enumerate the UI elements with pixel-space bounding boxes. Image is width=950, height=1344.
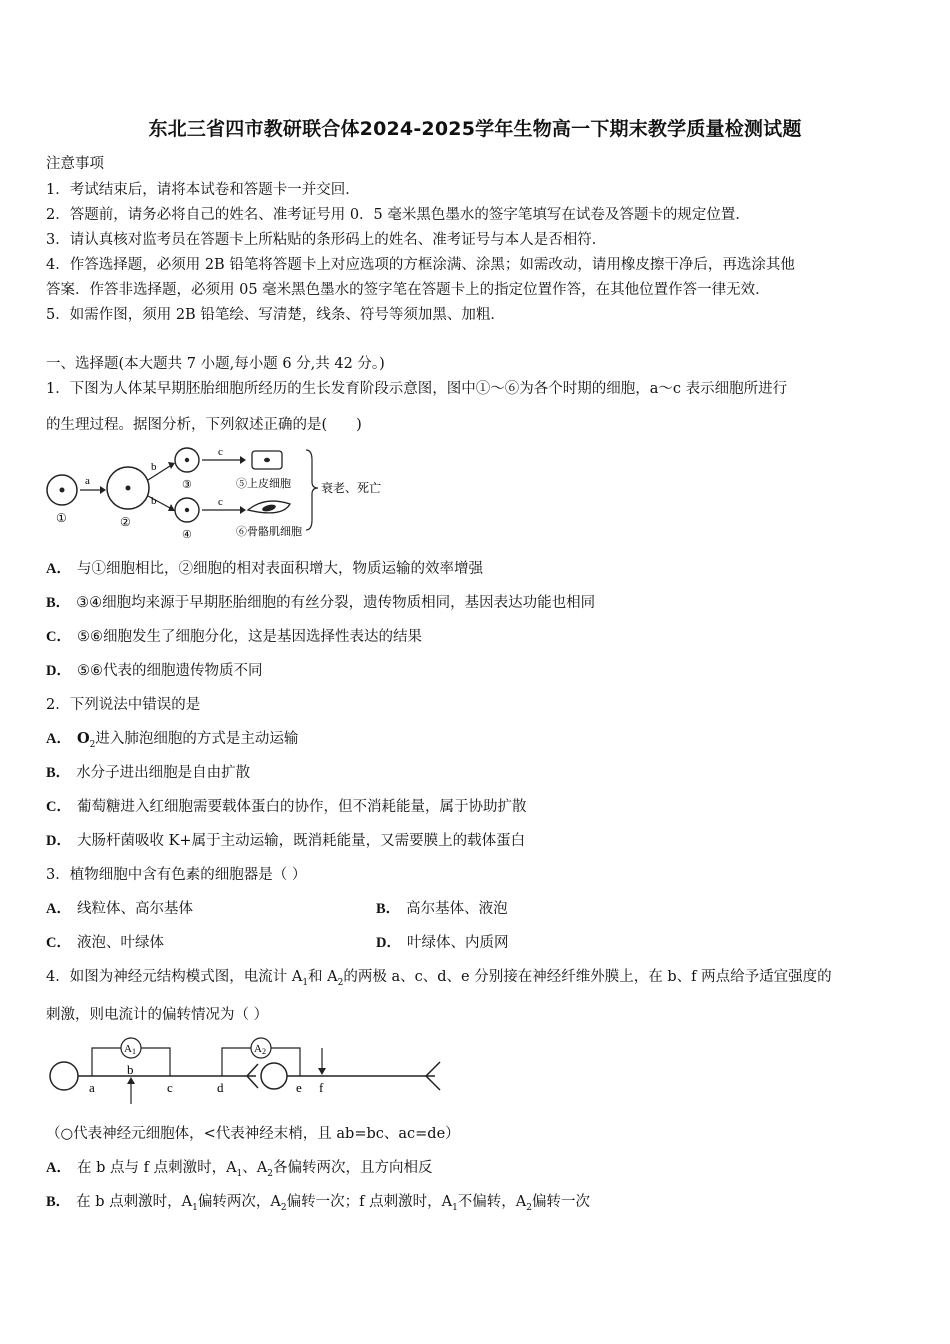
notice-item: 答案．作答非选择题，必须用 05 毫米黑色墨水的签字笔在答题卡上的指定位置作答，在其他位置作答一律无效． [46,282,770,298]
question-1-stem: 1．下图为人体某早期胚胎细胞所经历的生长发育阶段示意图，图中①～⑥为各个时期的细胞，a～c 表示细胞所进行 [46,381,788,397]
question-3-stem: 3．植物细胞中含有色素的细胞器是（ ） [46,867,307,883]
question-3-option-d[interactable]: D． 叶绿体、内质网 [376,935,509,951]
question-4-option-a[interactable]: A． 在 b 点与 f 点刺激时，$A_1$、$A_2$各偏转两次，且方向相反 [46,1160,433,1179]
notice-item: 4．作答选择题，必须用 2B 铅笔将答题卡上对应选项的方框涂满、涂黑；如需改动，请用橡皮擦干净后，再选涂其他 [46,257,795,273]
cell-5-label: ⑤上皮细胞 [236,478,291,490]
cell-1-label: ① [56,511,67,525]
question-1-option-c[interactable]: C． ⑤⑥细胞发生了细胞分化，这是基因选择性表达的结果 [46,629,422,645]
point-d-label: d [217,1080,224,1095]
notice-item: 2．答题前，请务必将自己的姓名、准考证号用 0．5 毫米黑色墨水的签字笔填写在试卷及答题卡的规定位置． [46,207,750,223]
notice-item: 1．考试结束后，请将本试卷和答题卡一并交回． [46,182,360,198]
process-b-label: b [151,461,157,473]
soma-icon [50,1062,78,1090]
question-2-option-d[interactable]: D． 大肠杆菌吸收 K+属于主动运输，既消耗能量，又需要膜上的载体蛋白 [46,833,526,849]
process-c-label: c [218,496,223,508]
question-4-stem: 4．如图为神经元结构模式图，电流计 $A_1$和 $A_2$的两极 a、c、d、e 分别接在神经纤维外膜上，在 b、f 两点给予适宜强度的 [46,969,832,988]
question-3-option-b[interactable]: B． 高尔基体、液泡 [376,901,508,917]
soma-icon [261,1063,287,1089]
question-2-option-c[interactable]: C． 葡萄糖进入红细胞需要载体蛋白的协作，但不消耗能量，属于协助扩散 [46,799,527,815]
point-a-label: a [89,1080,95,1095]
question-3-option-c[interactable]: C． 液泡、叶绿体 [46,935,164,951]
cell-4-label: ④ [182,529,192,540]
section-heading: 一、选择题(本大题共 7 小题,每小题 6 分,共 42 分。) [46,356,385,372]
question-2-option-a[interactable]: A． $O_2$进入肺泡细胞的方式是主动运输 [46,730,299,750]
cell-2-label: ② [120,515,131,529]
process-b-label: b [151,495,157,507]
question-2-option-b[interactable]: B． 水分子进出细胞是自由扩散 [46,765,251,781]
notice-item: 3．请认真核对监考员在答题卡上所粘贴的条形码上的姓名、准考证号与本人是否相符． [46,232,607,248]
question-2-stem: 2．下列说法中错误的是 [46,697,201,713]
process-c-label: c [218,446,223,458]
ammeter-a1-label: A1 [124,1043,136,1056]
question-1-option-d[interactable]: D． ⑤⑥代表的细胞遗传物质不同 [46,663,263,679]
point-f-label: f [319,1080,324,1095]
neuron-diagram [40,1032,450,1112]
question-1-option-a[interactable]: A． 与①细胞相比，②细胞的相对表面积增大，物质运输的效率增强 [46,561,483,577]
point-e-label: e [296,1080,302,1095]
brace-icon [306,450,318,530]
point-b-label: b [127,1062,134,1077]
question-4-option-b[interactable]: B． 在 b 点刺激时，$A_1$偏转两次，$A_2$偏转一次；f 点刺激时，$A_1$不偏转，$A_2$偏转一次 [46,1194,591,1213]
notice-item: 5．如需作图，须用 2B 铅笔绘、写清楚，线条、符号等须加黑、加粗． [46,307,505,323]
question-3-option-a[interactable]: A． 线粒体、高尔基体 [46,901,193,917]
cell-3-label: ③ [182,479,192,491]
page-title: 东北三省四市教研联合体2024-2025学年生物高一下期末教学质量检测试题 [148,118,802,140]
cell-6-label: ⑥骨骼肌细胞 [236,526,302,538]
process-a-label: a [85,475,90,487]
question-1-option-b[interactable]: B． ③④细胞均来源于早期胚胎细胞的有丝分裂，遗传物质相同，基因表达功能也相同 [46,595,596,611]
question-1-stem-cont: 的生理过程。据图分析，下列叙述正确的是( ) [46,417,362,433]
cell-development-diagram [40,440,390,540]
ammeter-a2-label: A2 [254,1043,266,1056]
notice-heading: 注意事项 [46,156,104,172]
point-c-label: c [167,1080,173,1095]
question-4-note: （○代表神经元细胞体，<代表神经末梢，且 ab=bc、ac=de） [46,1126,460,1142]
question-4-stem-cont: 刺激，则电流计的偏转情况为（ ） [46,1007,269,1023]
fate-label: 衰老、死亡 [321,481,382,495]
